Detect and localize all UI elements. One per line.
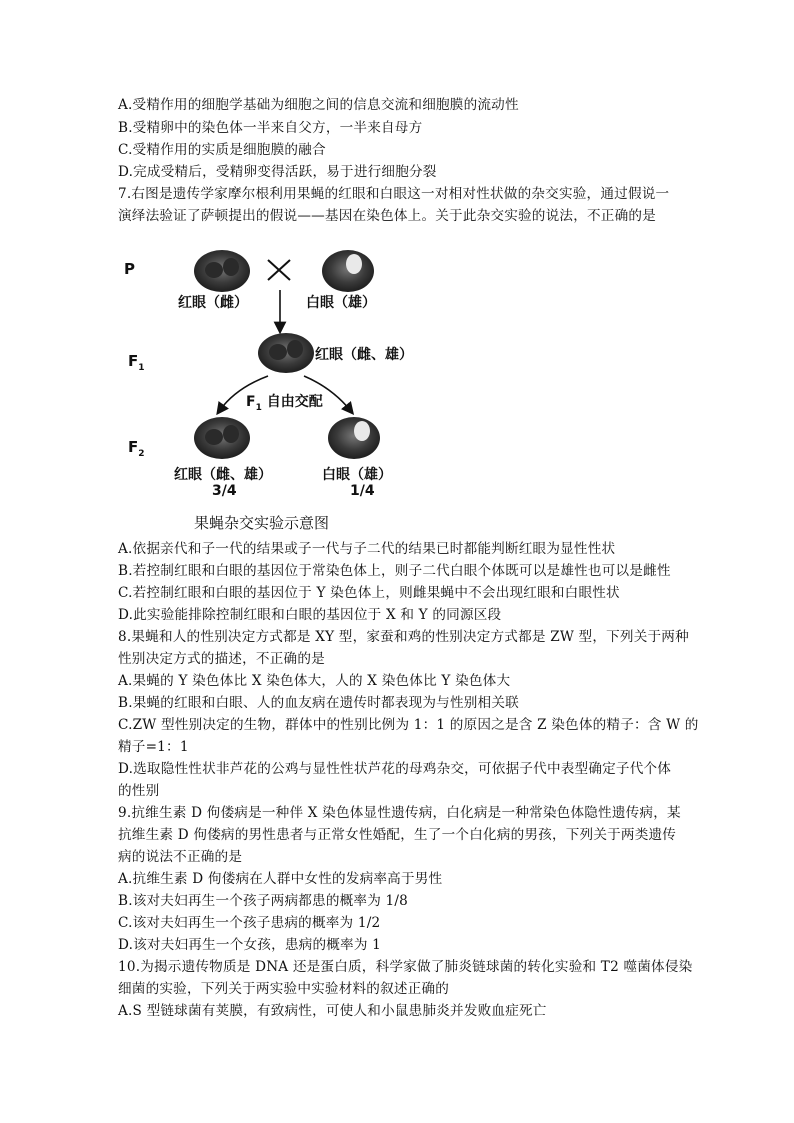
text-line: D.此实验能排除控制红眼和白眼的基因位于 X 和 Y 的同源区段 <box>118 607 502 623</box>
fly-f2-white-eye-icon <box>328 417 380 459</box>
fruit-fly-cross-diagram <box>118 238 478 538</box>
fly-white-eye-male-icon <box>322 250 374 292</box>
f2-white-eye-ratio: 1/4 <box>350 483 375 499</box>
generation-f2-label: $F_2$ <box>128 438 145 459</box>
text-line: D.选取隐性性状非芦花的公鸡与显性性状芦花的母鸡杂交，可依据子代中表型确定子代个体 <box>118 761 672 777</box>
p-male-label: 白眼（雄） <box>306 295 376 311</box>
generation-f1-label: $F_1$ <box>128 352 145 373</box>
f2-white-eye-label: 白眼（雄） <box>322 467 392 483</box>
text-line: A.S 型链球菌有荚膜，有致病性，可使人和小鼠患肺炎并发败血症死亡 <box>118 1003 547 1019</box>
text-line: 7.右图是遗传学家摩尔根利用果蝇的红眼和白眼这一对相对性状做的杂交实验，通过假说一 <box>118 186 670 202</box>
p-female-label: 红眼（雌） <box>178 295 248 311</box>
text-line: A.果蝇的 Y 染色体比 X 染色体大，人的 X 染色体比 Y 染色体大 <box>118 673 511 689</box>
text-line: 的性别 <box>118 783 160 799</box>
fly-f1-red-eye-icon <box>258 333 314 373</box>
text-line: C.该对夫妇再生一个孩子患病的概率为 1/2 <box>118 915 381 931</box>
text-line: B.受精卵中的染色体一半来自父方，一半来自母方 <box>118 120 423 136</box>
f1-phenotype-label: 红眼（雌、雄） <box>315 347 413 363</box>
text-line: 细菌的实验，下列关于两实验中实验材料的叙述正确的 <box>118 981 450 997</box>
text-line: 精子=1：1 <box>118 739 189 755</box>
text-line: B.若控制红眼和白眼的基因位于常染色体上，则子二代白眼个体既可以是雄性也可以是雌性 <box>118 563 671 579</box>
fly-f2-red-eye-icon <box>194 417 250 459</box>
text-line: 演绎法验证了萨顿提出的假说——基因在染色体上。关于此杂交实验的说法，不正确的是 <box>118 208 656 224</box>
text-line: 病的说法不正确的是 <box>118 849 243 865</box>
text-line: A.抗维生素 D 佝偻病在人群中女性的发病率高于男性 <box>118 871 443 887</box>
cross-symbol <box>268 260 290 280</box>
diagram-arrows <box>118 238 478 538</box>
text-line: B.果蝇的红眼和白眼、人的血友病在遗传时都表现为与性别相关联 <box>118 695 519 711</box>
text-line: 9.抗维生素 D 佝偻病是一种伴 X 染色体显性遗传病，白化病是一种常染色体隐性遗传病，某 <box>118 805 681 821</box>
text-line: 8.果蝇和人的性别决定方式都是 XY 型，家蚕和鸡的性别决定方式都是 ZW 型，下列关于两种 <box>118 629 689 645</box>
text-line: C.ZW 型性别决定的生物，群体中的性别比例为 1：1 的原因之是含 Z 染色体的精子：含 W 的 <box>118 717 699 733</box>
f2-red-eye-label: 红眼（雌、雄） <box>174 467 272 483</box>
text-line: D.完成受精后，受精卵变得活跃，易于进行细胞分裂 <box>118 164 437 180</box>
text-line: A.依据亲代和子一代的结果或子一代与子二代的结果已时都能判断红眼为显性性状 <box>118 541 616 557</box>
text-line: 抗维生素 D 佝偻病的男性患者与正常女性婚配，生了一个白化病的男孩，下列关于两类遗传 <box>118 827 677 843</box>
f2-red-eye-ratio: 3/4 <box>212 483 237 499</box>
text-line: B.该对夫妇再生一个孩子两病都患的概率为 1/8 <box>118 893 408 909</box>
text-line: C.受精作用的实质是细胞膜的融合 <box>118 142 326 158</box>
generation-p-label: P <box>124 260 135 278</box>
text-line: 性别决定方式的描述，不正确的是 <box>118 651 325 667</box>
text-line: C.若控制红眼和白眼的基因位于 Y 染色体上，则雌果蝇中不会出现红眼和白眼性状 <box>118 585 620 601</box>
f1-intercross-label: $F_1$ 自由交配 <box>246 394 323 413</box>
text-line: A.受精作用的细胞学基础为细胞之间的信息交流和细胞膜的流动性 <box>118 97 519 113</box>
diagram-caption: 果蝇杂交实验示意图 <box>194 514 330 532</box>
text-line: 10.为揭示遗传物质是 DNA 还是蛋白质，科学家做了肺炎链球菌的转化实验和 T2 噬菌体侵染 <box>118 959 693 975</box>
fly-red-eye-female-icon <box>194 250 250 292</box>
text-line: D.该对夫妇再生一个女孩，患病的概率为 1 <box>118 937 381 953</box>
